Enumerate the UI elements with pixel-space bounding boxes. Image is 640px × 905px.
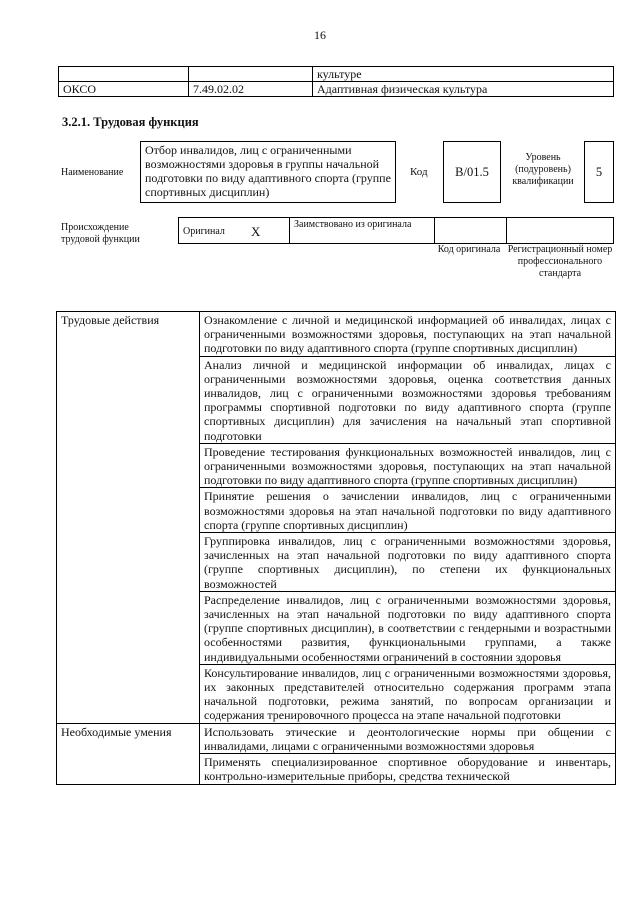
okso-name: Адаптивная физическая культура [313,82,614,97]
original-code-cell [434,217,507,244]
origin-row [178,217,614,244]
action-item: Консультирование инвалидов, лиц с ограниченными возможностями здоровья, их законных представителей относительно содержания программ этапа начальной подготовки, режима занятий, по вопросам организации и содержания тренировочного процесса на этапе начальной подготовки [200,664,616,723]
section-title: 3.2.1. Трудовая функция [62,115,199,129]
level-value: 5 [584,141,614,203]
table-row [59,82,614,97]
okso-code: 7.49.02.02 [189,82,313,97]
action-item: Ознакомление с личной и медицинской информацией об инвалидах, лицах с ограниченными возможностями здоровья, поступающих на этап начальной подготовки по виду адаптивного спорта (группе спортивных дисциплин) [200,312,616,357]
action-item: Группировка инвалидов, лиц с ограниченными возможностями здоровья, зачисленных на этап начальной подготовки по виду адаптивного спорта (группе спортивных дисциплин), по степени их функциональных возможностей [200,533,616,592]
code-caption: Код оригинала [437,244,501,255]
table-cell [59,67,189,82]
table-row [57,312,616,357]
name-label: Наименование [61,167,124,178]
table-row [57,723,616,753]
origin-label: Происхождение трудовой функции [61,222,140,245]
action-item: Распределение инвалидов, лиц с ограниченными возможностями здоровья, зачисленных на этап начальной подготовки по виду адаптивного спорта (группе спортивных дисциплин), в соответствии с гендерными и возрастными особенностями развития, функциональными группами, а также индивидуальными особенностями ограничений в состоянии здоровья [200,591,616,664]
okso-label: ОКСО [59,82,189,97]
reg-caption: Регистрационный номер профессионального стандарта [507,244,613,279]
function-code: B/01.5 [443,141,501,203]
action-item: Анализ личной и медицинской информации об инвалидах, лицах с ограниченными возможностями здоровья, оценка соответствия данных инвалидов, лиц с ограниченными возможностями здоровья требованиям программы спортивной подготовки по виду адаптивного спорта (группе спортивных дисциплин) для зачисления на начальный этап спортивной подготовки [200,356,616,443]
skill-item: Использовать этические и деонтологические нормы при общении с инвалидами, лицами с ограниченными возможностями здоровья [200,723,616,753]
skills-header: Необходимые умения [57,723,200,784]
table-cell [189,67,313,82]
level-label: Уровень (подуровень) квалификации [512,152,574,187]
original-mark: X [251,224,261,239]
action-item: Принятие решения о зачислении инвалидов, лиц с ограниченными возможностями здоровья на этап начальной подготовки по виду адаптивного спорта (группе спортивных дисциплин) [200,488,616,533]
borrowed-label: Заимствовано из оригинала [294,219,412,230]
borrowed-cell [289,217,435,244]
code-label: Код [410,166,428,178]
page-number: 16 [314,28,326,42]
registration-cell [506,217,614,244]
table-cell: культуре [313,67,614,82]
table-row [59,67,614,82]
original-cell [178,217,290,244]
skill-item: Применять специализированное спортивное оборудование и инвентарь, контрольно-измерительные приборы, средства технической [200,754,616,784]
action-item: Проведение тестирования функциональных возможностей инвалидов, лиц с ограниченными возможностями здоровья, поступающих на этап начальной подготовки по виду адаптивного спорта (группе спортивных дисциплин) [200,443,616,488]
actions-header: Трудовые действия [57,312,200,724]
original-label: Оригинал [183,226,225,237]
classification-table [58,66,614,97]
function-name: Отбор инвалидов, лиц с ограниченными возможностями здоровья в группы начальной подготовки по виду адаптивного спорта (группе спортивных дисциплин) [140,141,396,203]
function-details-table [56,311,616,785]
